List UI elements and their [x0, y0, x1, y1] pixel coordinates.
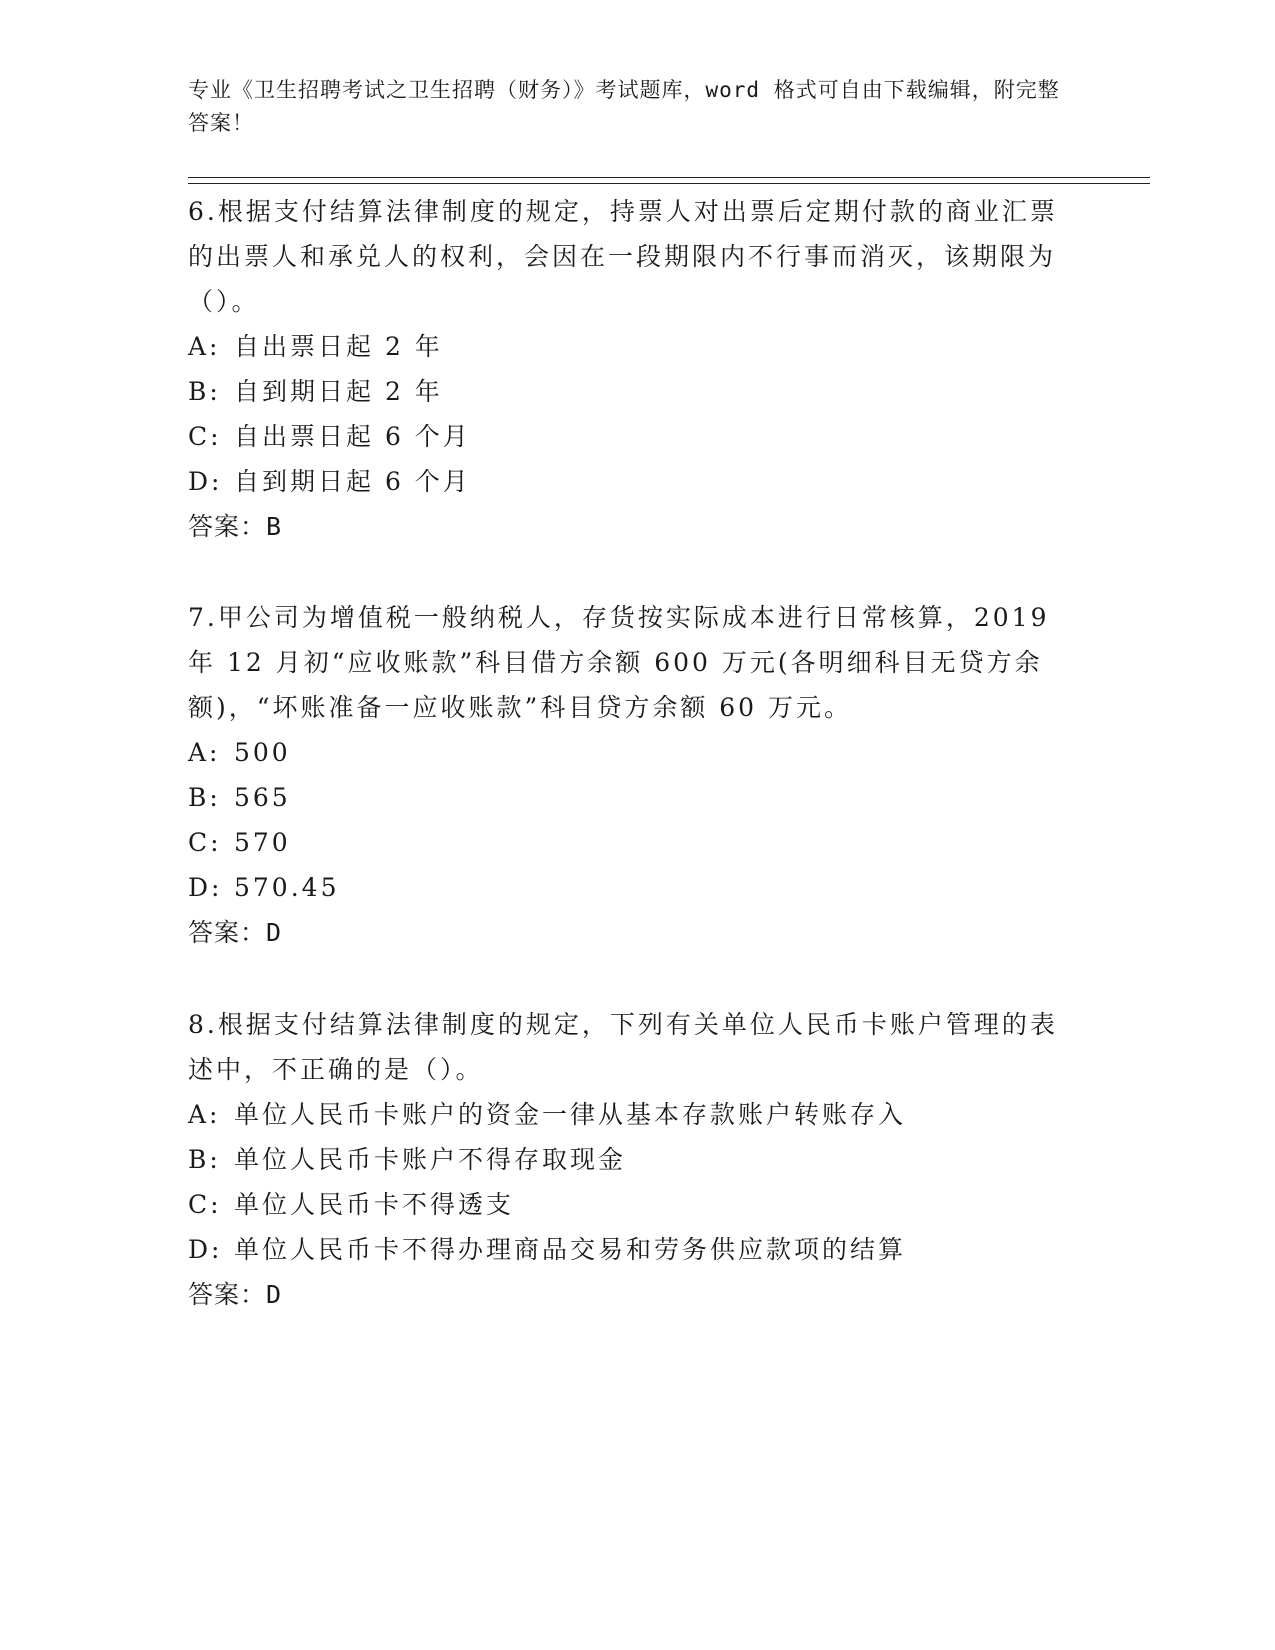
option-text: 自到期日起 6 个月	[234, 467, 471, 496]
option-text: 570.45	[234, 873, 340, 902]
option-key: D:	[188, 467, 223, 496]
option-key: C:	[188, 1190, 222, 1219]
answer-value: D	[266, 918, 283, 947]
option-key: B:	[188, 377, 221, 406]
answer-label: 答案：	[188, 918, 267, 947]
question-stem: 8.根据支付结算法律制度的规定，下列有关单位人民币卡账户管理的表述中，不正确的是（）。	[188, 1010, 1058, 1084]
option-text: 单位人民币卡账户不得存取现金	[234, 1145, 627, 1174]
option-key: B:	[188, 783, 221, 812]
question-6	[188, 189, 1068, 549]
option-text: 570	[234, 828, 291, 857]
option-d	[188, 865, 1068, 910]
option-c	[188, 1182, 1068, 1227]
option-text: 自出票日起 2 年	[234, 332, 443, 361]
header-divider-bottom	[188, 183, 1150, 184]
answer-label: 答案：	[188, 1280, 267, 1309]
answer-line	[188, 504, 1068, 549]
option-key: D:	[188, 1235, 223, 1264]
option-b	[188, 1137, 1068, 1182]
answer-line	[188, 1272, 1068, 1317]
answer-value: D	[266, 1280, 283, 1309]
option-b	[188, 775, 1068, 820]
option-a	[188, 1092, 1068, 1137]
option-text: 565	[234, 783, 291, 812]
option-d	[188, 1227, 1068, 1272]
option-text: 自出票日起 6 个月	[234, 422, 471, 451]
option-c	[188, 820, 1068, 865]
option-text: 500	[234, 738, 291, 767]
answer-line	[188, 910, 1068, 955]
answer-label: 答案：	[188, 512, 267, 541]
option-key: C:	[188, 828, 222, 857]
question-stem: 6.根据支付结算法律制度的规定，持票人对出票后定期付款的商业汇票的出票人和承兑人的权利，会因在一段期限内不行事而消灭，该期限为（）。	[188, 197, 1058, 316]
option-text: 单位人民币卡不得透支	[234, 1190, 515, 1219]
question-8	[188, 1002, 1068, 1317]
question-7	[188, 595, 1068, 955]
option-key: A:	[188, 332, 221, 361]
option-key: C:	[188, 422, 222, 451]
option-b	[188, 369, 1068, 414]
question-stem: 7.甲公司为增值税一般纳税人，存货按实际成本进行日常核算，2019 年 12 月初“应收账款”科目借方余额 600 万元(各明细科目无贷方余额)，“坏账准备一应收账款”科目贷方余额 60 万元。	[188, 603, 1050, 722]
option-d	[188, 459, 1068, 504]
answer-value: B	[266, 512, 283, 541]
option-a	[188, 324, 1068, 369]
option-key: A:	[188, 738, 221, 767]
header-divider-top	[188, 177, 1150, 178]
option-key: B:	[188, 1145, 221, 1174]
option-text: 自到期日起 2 年	[234, 377, 443, 406]
option-key: D:	[188, 873, 223, 902]
option-key: A:	[188, 1100, 221, 1129]
option-c	[188, 414, 1068, 459]
option-a	[188, 730, 1068, 775]
option-text: 单位人民币卡不得办理商品交易和劳务供应款项的结算	[234, 1235, 907, 1264]
option-text: 单位人民币卡账户的资金一律从基本存款账户转账存入	[234, 1100, 907, 1129]
document-header: 专业《卫生招聘考试之卫生招聘（财务）》考试题库，word 格式可自由下载编辑，附完整答案！	[188, 78, 1060, 135]
